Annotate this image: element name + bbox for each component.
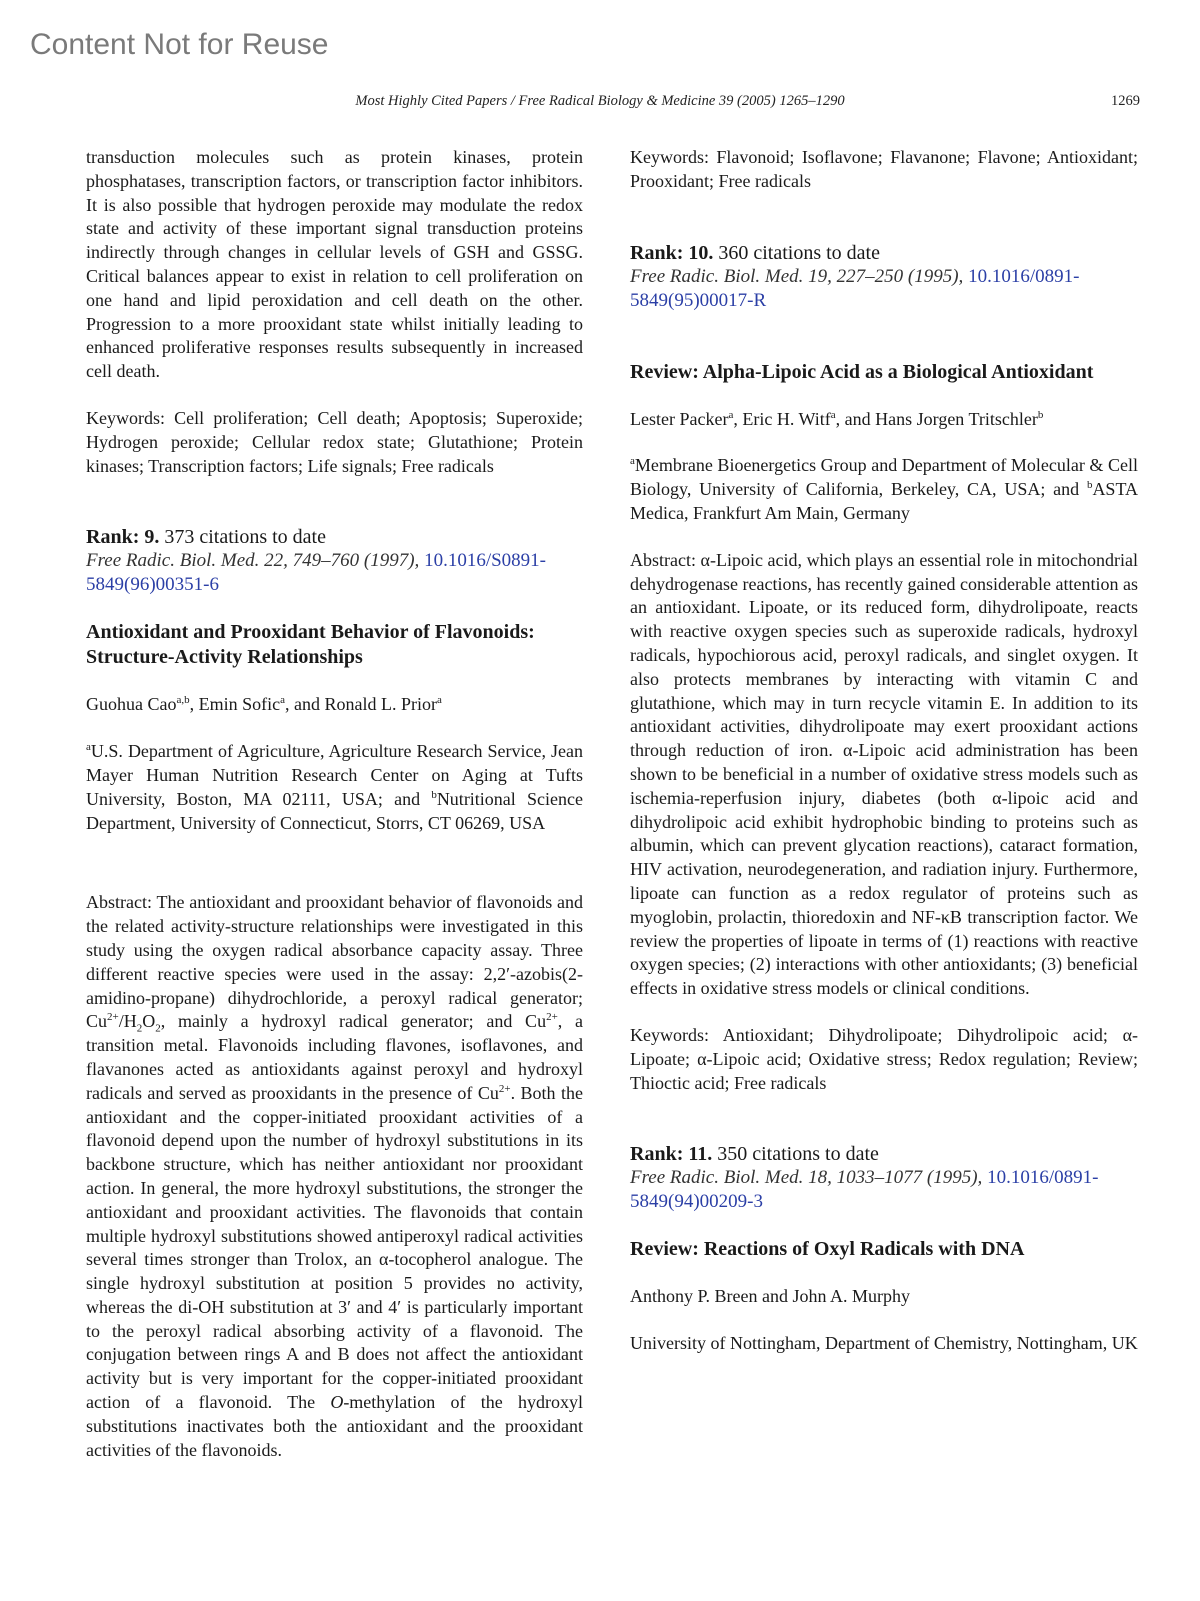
- citation-count: 350 citations to date: [717, 1143, 879, 1166]
- author-affiliation-mark: a: [728, 408, 734, 421]
- doi-link[interactable]: 10.1016/S0891-5849(96)00351-6: [86, 550, 546, 596]
- rank-label: Rank: 11.: [630, 1143, 713, 1166]
- journal-citation: [630, 1166, 1138, 1214]
- abstract: [86, 891, 583, 1462]
- author-list: [86, 693, 583, 717]
- abstract-text: /H: [118, 1011, 137, 1032]
- paper-title: Antioxidant and Prooxidant Behavior of Flavonoids: Structure-Activity Relationships: [86, 621, 535, 669]
- affiliations: [630, 454, 1138, 525]
- subscript: 2: [155, 1022, 161, 1035]
- author-affiliation-mark: a: [437, 694, 442, 707]
- doi-link[interactable]: 10.1016/0891-5849(95)00017-R: [630, 265, 1080, 311]
- running-head: Most Highly Cited Papers / Free Radical Biology & Medicine 39 (2005) 1265–1290: [355, 93, 845, 109]
- author-name: , Emin Sofic: [189, 694, 281, 715]
- abstract-text: . Both the antioxidant and the copper-initiated prooxidant activities of a flavonoid depend upon the number of hydroxyl substitutions in its backbone structure, which has neither antioxidant nor prooxidant action. In general, the more hydroxyl substitutions, the stronger the antioxidant and prooxidant activities. The flavonoids that contain multiple hydroxyl substitutions showed antiperoxyl radical activities several times stronger than Trolox, an α-tocopherol analogue. The single hydroxyl substitution at position 5 provides no activity, whereas the di-OH substitution at 3′ and 4′ is particularly important to the peroxyl radical absorbing activity of a flavonoid. The conjugation between rings A and B does not affect the antioxidant activity but is very important for the copper-initiated prooxidant action of a flavonoid. The: [86, 1082, 583, 1413]
- subscript: 2: [136, 1022, 143, 1035]
- abstract-text: -methylation of the hydroxyl substitutions inactivates both the antioxidant and the prooxidant activities of the flavonoids.: [86, 1392, 583, 1460]
- left-column: [86, 146, 583, 1462]
- abstract: Abstract: α-Lipoic acid, which plays an essential role in mitochondrial dehydrogenase reactions, has recently gained considerable attention as an antioxidant. Lipoate, or its reduced form, dihydrolipoate, reacts with reactive oxygen species such as superoxide radicals, hydroxyl radicals, hypochiorous acid, peroxyl radicals, and singlet oxygen. It also protects membranes by interacting with vitamin C and glutathione, which may in turn recycle vitamin E. In addition to its antioxidant activities, dihydrolipoate may exert prooxidant actions through reduction of iron. α-Lipoic acid administration has been shown to be beneficial in a number of oxidative stress models such as ischemia-reperfusion injury, diabetes (both α-lipoic acid and dihydrolipoic acid exhibit hydrophobic binding to proteins such as albumin, which can prevent glycation reactions), cataract formation, HIV activation, neurodegeneration, and radiation injury. Furthermore, lipoate can function as a redox regulator of proteins such as myoglobin, prolactin, thioredoxin and NF-κB transcription factor. We review the properties of lipoate in terms of (1) reactions with reactive oxygen species; (2) interactions with other antioxidants; (3) beneficial effects in oxidative stress models or clinical conditions.: [630, 549, 1138, 999]
- affiliation-mark: b: [431, 788, 437, 801]
- watermark: Content Not for Reuse: [30, 28, 329, 61]
- charge-superscript: 2+: [498, 1082, 511, 1095]
- rank-9-entry: [86, 525, 583, 1462]
- rank-header: [630, 1142, 1138, 1166]
- affiliation-b: Nutritional Science Department, University of Connecticut, Storrs, CT 06269, USA: [86, 788, 583, 833]
- citation-count: 360 citations to date: [718, 241, 880, 264]
- rank-header: [630, 241, 1138, 265]
- affiliations: University of Nottingham, Department of Chemistry, Nottingham, UK: [630, 1333, 1138, 1354]
- journal-ref: Free Radic. Biol. Med. 22, 749–760 (1997),: [86, 550, 420, 572]
- charge-superscript: 2+: [107, 1011, 119, 1024]
- author-list: [630, 408, 1138, 432]
- journal-citation: [86, 549, 583, 597]
- rank-label: Rank: 10.: [630, 241, 714, 264]
- affiliation-b: ASTA Medica, Frankfurt Am Main, Germany: [630, 479, 1138, 523]
- abstract-italic: O: [330, 1392, 344, 1413]
- author-name: Guohua Cao: [86, 694, 177, 715]
- doi-link[interactable]: 10.1016/0891-5849(94)00209-3: [630, 1167, 1099, 1213]
- author-affiliation-mark: a: [280, 694, 286, 707]
- rank-header: [86, 525, 583, 549]
- abstract-text: Abstract: The antioxidant and prooxidant behavior of flavonoids and the related activity-structure relationships were investigated in this study using the oxygen radical absorbance capacity assay. Three different reactive species were used in the assay: 2,2′-azobis(2-amidino-propane) dihydrochloride, a peroxyl radical generator; Cu: [86, 892, 583, 1032]
- author-affiliation-mark: b: [1037, 408, 1044, 421]
- affiliation-mark: a: [86, 741, 91, 754]
- journal-citation: [630, 265, 1138, 313]
- affiliation-a: Membrane Bioenergetics Group and Department of Molecular & Cell Biology, University of California, Berkeley, CA, USA; and: [630, 455, 1138, 500]
- author-name: , Eric H. Witf: [733, 408, 831, 429]
- author-affiliation-mark: a: [830, 408, 836, 421]
- keywords-rank9: Keywords: Flavonoid; Isoflavone; Flavanone; Flavone; Antioxidant; Prooxidant; Free radicals: [630, 147, 1138, 191]
- paper-title: Review: Alpha-Lipoic Acid as a Biological Antioxidant: [630, 360, 1094, 383]
- page-number: 1269: [1111, 93, 1140, 109]
- affiliations: [86, 740, 583, 835]
- rank-10-entry: [630, 241, 1138, 1096]
- affiliation-mark: a: [630, 455, 635, 468]
- paper-title: Review: Reactions of Oxyl Radicals with DNA: [630, 1238, 1025, 1261]
- abstract-text: , a transition metal. Flavonoids including flavones, isoflavones, and flavanones acted as antioxidants against peroxyl and hydroxyl radicals and served as prooxidants in the presence of Cu: [86, 1011, 583, 1103]
- author-name: Lester Packer: [630, 408, 729, 429]
- journal-ref: Free Radic. Biol. Med. 19, 227–250 (1995),: [630, 265, 964, 287]
- right-column: [630, 146, 1138, 1356]
- author-name: , and Hans Jorgen Tritschler: [835, 408, 1038, 429]
- journal-ref: Free Radic. Biol. Med. 18, 1033–1077 (1995),: [630, 1167, 983, 1189]
- affiliation-a: U.S. Department of Agriculture, Agriculture Research Service, Jean Mayer Human Nutrition Research Center on Aging at Tufts University, Boston, MA 02111, USA; and: [86, 741, 583, 809]
- rank-11-entry: [630, 1142, 1138, 1356]
- abstract-text: , mainly a hydroxyl radical generator; and Cu: [160, 1011, 547, 1032]
- author-list: Anthony P. Breen and John A. Murphy: [630, 1286, 910, 1307]
- intro-paragraph: transduction molecules such as protein kinases, protein phosphatases, transcription factors, or transcription factor inhibitors. It is also possible that hydrogen peroxide may modulate the redox state and activity of these important signal transduction proteins indirectly through changes in cellular levels of GSH and GSSG. Critical balances appear to exist in relation to cell proliferation on one hand and lipid peroxidation and cell death on the other. Progression to a more prooxidant state whilst initially leading to enhanced proliferative responses results subsequently in increased cell death.: [86, 147, 583, 382]
- author-affiliation-mark: a,b: [176, 694, 190, 707]
- abstract-text: O: [142, 1011, 156, 1032]
- rank-label: Rank: 9.: [86, 526, 160, 549]
- citation-count: 373 citations to date: [164, 526, 326, 549]
- keywords: Keywords: Antioxidant; Dihydrolipoate; Dihydrolipoic acid; α-Lipoate; α-Lipoic acid; Oxidative stress; Redox regulation; Review; Thioctic acid; Free radicals: [630, 1024, 1138, 1093]
- charge-superscript: 2+: [546, 1011, 558, 1024]
- author-name: , and Ronald L. Prior: [285, 694, 437, 715]
- affiliation-mark: b: [1086, 479, 1093, 492]
- keywords-rank8: Keywords: Cell proliferation; Cell death; Apoptosis; Superoxide; Hydrogen peroxide; Cellular redox state; Glutathione; Protein kinases; Transcription factors; Life signals; Free radicals: [86, 407, 583, 476]
